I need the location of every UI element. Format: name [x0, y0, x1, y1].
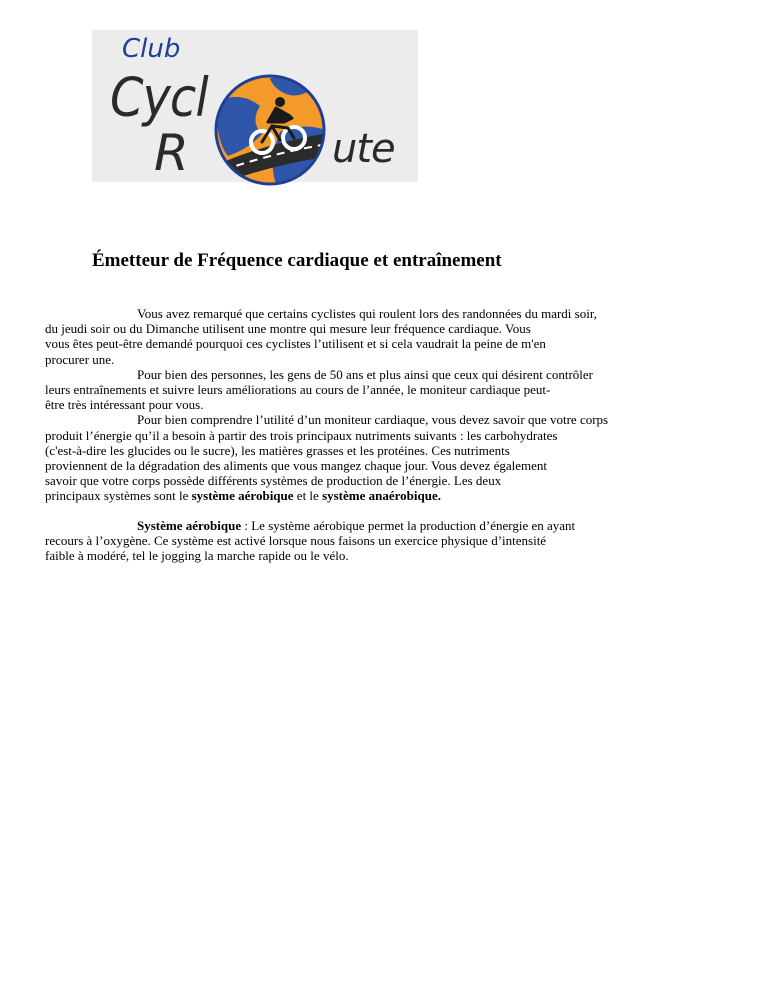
logo-ute-text: ute: [332, 126, 395, 172]
logo-cycl-text: Cycl: [110, 66, 208, 129]
paragraph-3-last-line: [45, 488, 441, 503]
anaerobic-system-term: système anaérobique.: [322, 488, 441, 504]
paragraph-2: [45, 366, 685, 413]
paragraph-3-line: (c'est-à-dire les glucides ou le sucre), les matières grasses et les protéines. Ces nutriments: [45, 442, 510, 458]
paragraph-4: [45, 517, 685, 564]
paragraph-3: [45, 412, 685, 504]
aerobic-system-heading: Système aérobique: [137, 517, 242, 533]
document-body: [45, 306, 685, 564]
aerobic-system-term: système aérobique: [191, 488, 294, 504]
paragraph-1-line: Vous avez remarqué que certains cyclistes qui roulent lors des randonnées du mardi soir,: [137, 306, 597, 321]
paragraph-3-line: proviennent de la dégradation des aliments que vous mangez chaque jour. Vous devez également: [45, 458, 548, 474]
paragraph-4-first-line-rest: : Le système aérobique permet la production d’énergie en ayant: [241, 517, 576, 533]
paragraph-1-line: procurer une.: [45, 351, 115, 367]
paragraph-2-line: être très intéressant pour vous.: [45, 397, 204, 413]
club-cycloroute-logo: [92, 30, 418, 182]
paragraph-1-line: vous êtes peut-être demandé pourquoi ces cyclistes l’utilisent et si cela vaudrait la peine de m'en: [45, 336, 546, 352]
last-line-mid: et le: [293, 488, 323, 504]
paragraph-3-line: savoir que votre corps possède différents systèmes de production de l’énergie. Les deux: [45, 473, 502, 489]
document-title: Émetteur de Fréquence cardiaque et entraînement: [92, 250, 502, 271]
paragraph-2-line: Pour bien des personnes, les gens de 50 ans et plus ainsi que ceux qui désirent contrôler: [137, 366, 593, 382]
logo-r-text: R: [154, 124, 189, 182]
paragraph-4-line: recours à l’oxygène. Ce système est activé lorsque nous faisons un exercice physique d’intensité: [45, 532, 547, 548]
last-line-prefix: principaux systèmes sont le: [45, 488, 192, 504]
globe-cyclist-icon: [210, 72, 334, 190]
paragraph-4-line: faible à modéré, tel le jogging la marche rapide ou le vélo.: [45, 548, 349, 564]
paragraph-3-line: Pour bien comprendre l’utilité d’un moniteur cardiaque, vous devez savoir que votre corps: [137, 412, 609, 428]
paragraph-3-line: produit l’énergie qu’il a besoin à partir des trois principaux nutriments suivants : les carbohydrates: [45, 427, 558, 443]
logo-club-text: Club: [122, 34, 181, 64]
paragraph-1-line: du jeudi soir ou du Dimanche utilisent une montre qui mesure leur fréquence cardiaque. Vous: [45, 321, 531, 337]
paragraph-4-first-line: [137, 518, 575, 533]
paragraph-2-line: leurs entraînements et suivre leurs améliorations au cours de l’année, le moniteur cardiaque peut-: [45, 382, 551, 398]
paragraph-1: [45, 306, 685, 367]
